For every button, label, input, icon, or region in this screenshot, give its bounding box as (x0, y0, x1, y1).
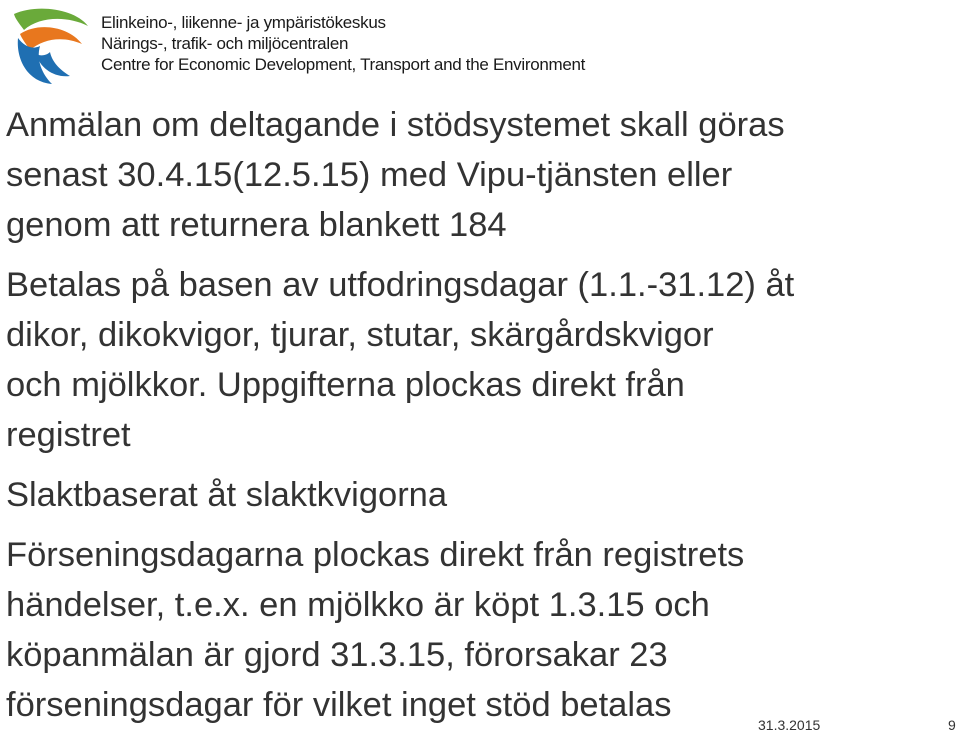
text-line: köpanmälan är gjord 31.3.15, förorsakar 23 (6, 636, 668, 674)
footer-date: 31.3.2015 (758, 717, 821, 733)
paragraph-payment-basis (0, 260, 960, 460)
text-line: dikor, dikokvigor, tjurar, stutar, skärgårdskvigor (6, 316, 714, 354)
text-line: genom att returnera blankett 184 (6, 206, 507, 244)
text-line: Betalas på basen av utfodringsdagar (1.1.-31.12) åt (6, 266, 795, 304)
ely-centre-logo-icon (6, 4, 92, 86)
slide-body (0, 100, 960, 730)
text-line: Anmälan om deltagande i stödsystemet skall göras (6, 106, 785, 144)
paragraph-delay-days (0, 530, 960, 730)
paragraph-registration (0, 100, 960, 250)
text-line: förseningsdagar för vilket inget stöd betalas (6, 686, 672, 724)
org-name-finnish: Elinkeino-, liikenne- ja ympäristökeskus (101, 13, 386, 32)
org-name-english: Centre for Economic Development, Transport and the Environment (101, 55, 586, 74)
text-line: Förseningsdagarna plockas direkt från registrets (6, 536, 745, 574)
slide-header (0, 0, 960, 92)
text-line: och mjölkkor. Uppgifterna plockas direkt från (6, 366, 685, 404)
paragraph-slaughter (0, 470, 960, 520)
text-line: registret (6, 416, 131, 454)
org-name-swedish: Närings-, trafik- och miljöcentralen (101, 34, 349, 53)
organization-names (101, 12, 585, 75)
text-line: händelser, t.e.x. en mjölkko är köpt 1.3.15 och (6, 586, 710, 624)
page-number: 9 (948, 717, 956, 733)
text-line: senast 30.4.15(12.5.15) med Vipu-tjänsten eller (6, 156, 733, 194)
text-line: Slaktbaserat åt slaktkvigorna (6, 476, 448, 514)
